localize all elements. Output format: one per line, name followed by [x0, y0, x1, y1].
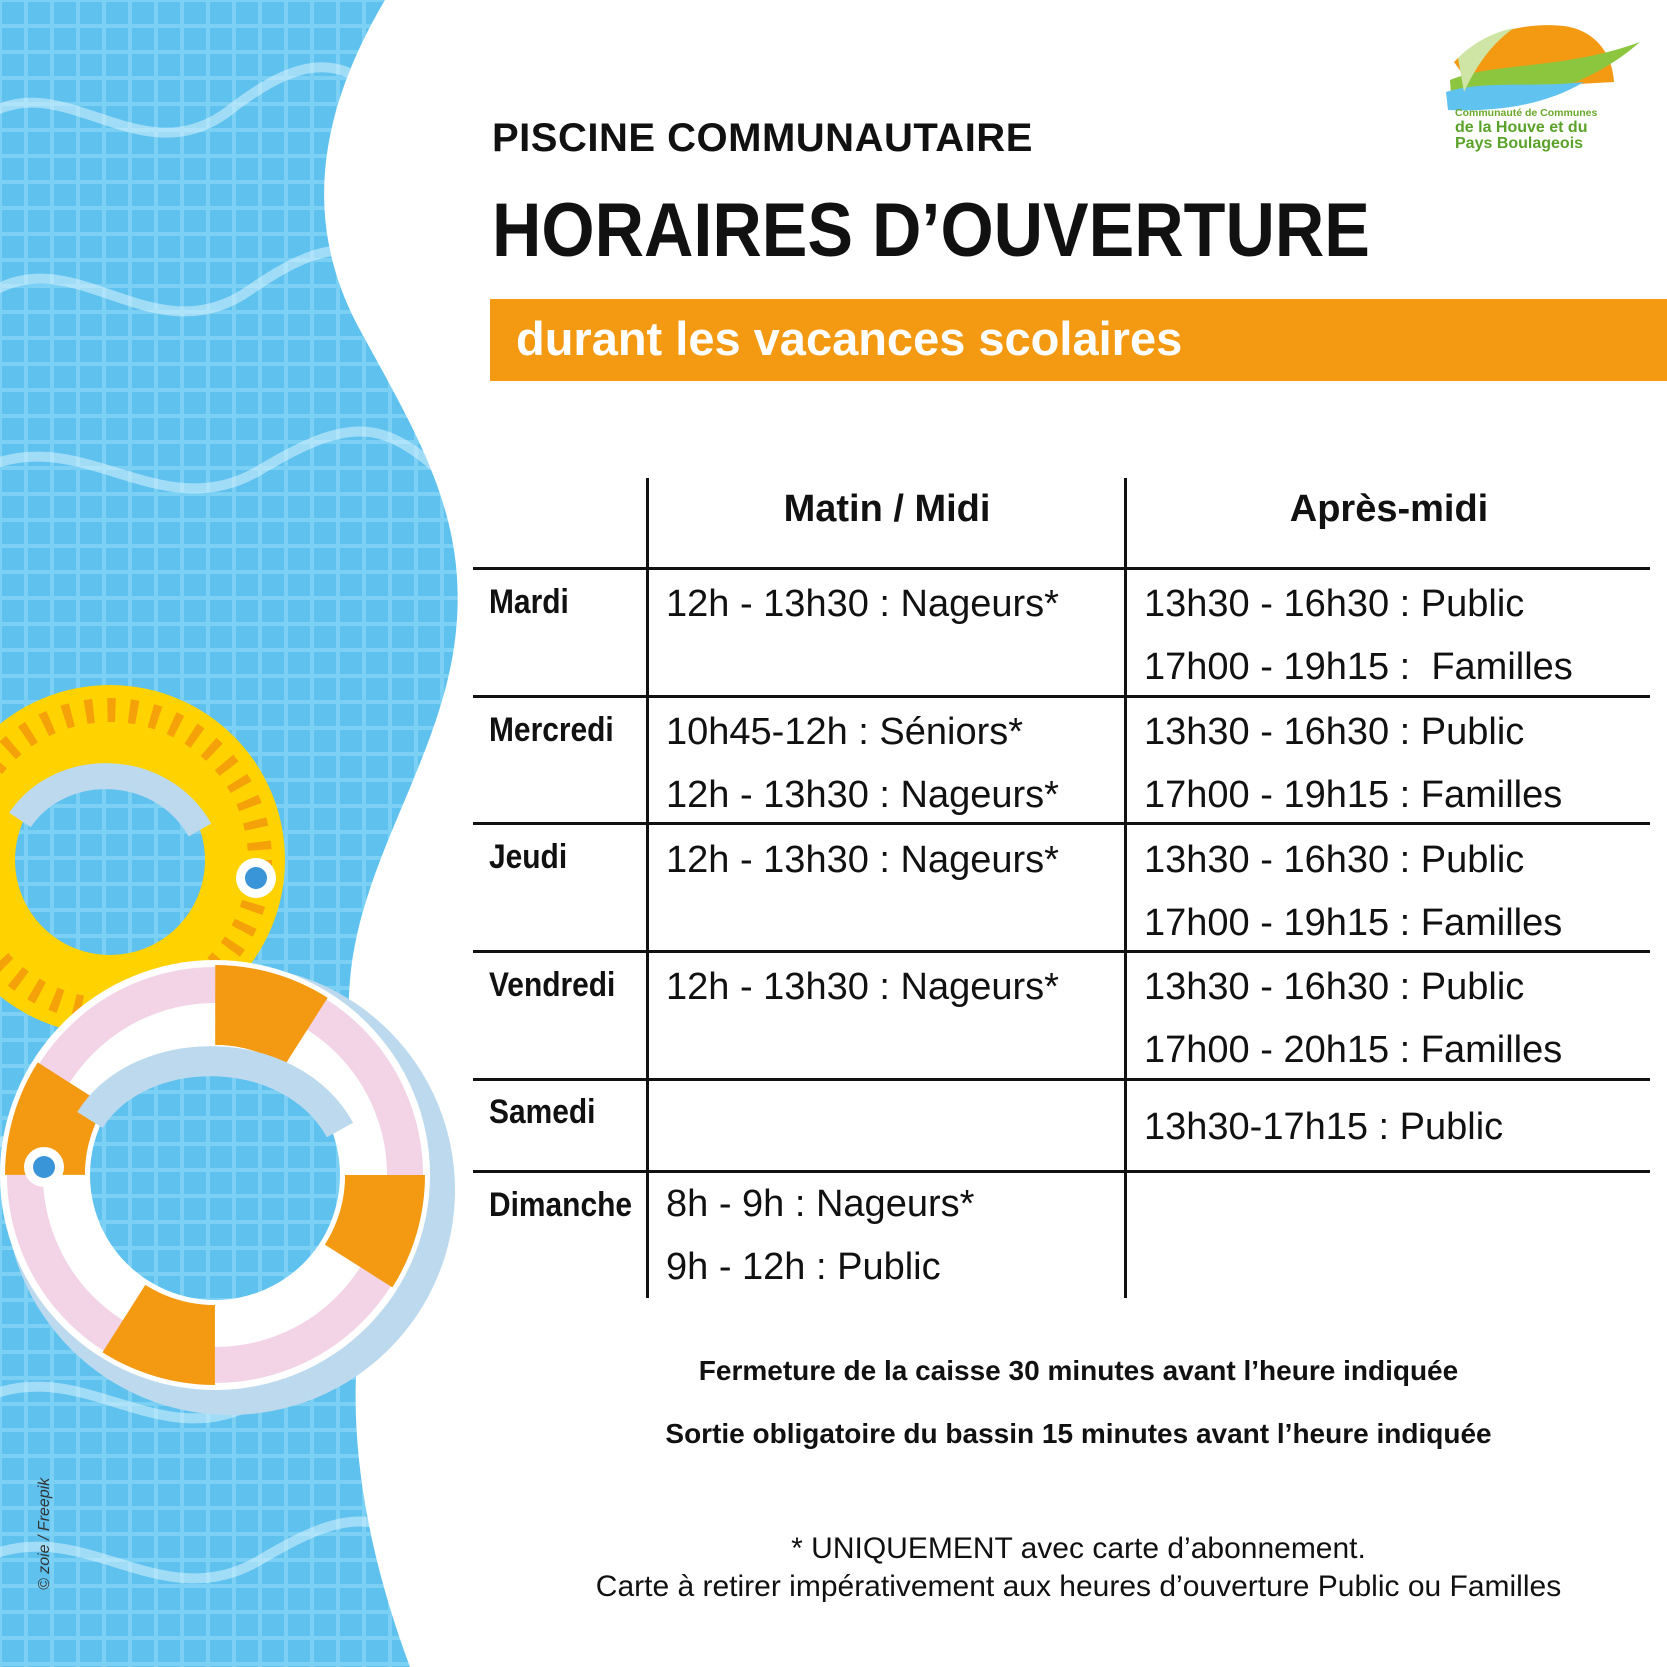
time-slot: 12h - 13h30 : Nageurs*: [666, 839, 1059, 881]
afternoon-slots: [1144, 1105, 1503, 1168]
time-slot: 13h30 - 16h30 : Public: [1144, 711, 1525, 753]
column-divider: [646, 478, 649, 1298]
day-label: Mardi: [489, 583, 569, 621]
footnote: [490, 1530, 1667, 1606]
afternoon-slots: [1144, 710, 1562, 836]
logo-line-2: de la Houve et du: [1455, 119, 1588, 136]
time-slot: 13h30 - 16h30 : Public: [1144, 583, 1525, 625]
time-slot: 13h30 - 16h30 : Public: [1144, 839, 1525, 881]
morning-slots: [666, 965, 1059, 1028]
hours-title: HORAIRES D’OUVERTURE: [492, 188, 1370, 273]
time-slot: 8h - 9h : Nageurs*: [666, 1183, 975, 1225]
row-divider: [473, 567, 1650, 570]
morning-slots: [666, 710, 1059, 836]
morning-slots: [666, 1182, 974, 1308]
time-slot: 13h30-17h15 : Public: [1144, 1106, 1504, 1148]
time-slot: 17h00 - 20h15 : Familles: [1144, 1029, 1563, 1071]
afternoon-slots: [1144, 965, 1562, 1091]
time-slot: 10h45-12h : Séniors*: [666, 711, 1024, 753]
time-slot: 17h00 - 19h15 : Familles: [1144, 646, 1573, 688]
row-divider: [473, 1170, 1650, 1173]
footnote-line-2: Carte à retirer impérativement aux heures d’ouverture Public ou Familles: [595, 1570, 1562, 1603]
logo-line-3: Pays Boulageois: [1455, 135, 1584, 152]
time-slot: 12h - 13h30 : Nageurs*: [666, 583, 1059, 625]
cashier-closing-notice: Fermeture de la caisse 30 minutes avant l’heure indiquée: [698, 1355, 1459, 1386]
day-label: Mercredi: [489, 711, 614, 749]
time-slot: 12h - 13h30 : Nageurs*: [666, 966, 1059, 1008]
time-slot: 12h - 13h30 : Nageurs*: [666, 774, 1059, 816]
morning-slots: [666, 838, 1059, 901]
day-label: Jeudi: [489, 838, 568, 876]
column-divider: [1124, 478, 1127, 1298]
period-banner-text: durant les vacances scolaires: [516, 312, 1183, 365]
image-credit: © zoie / Freepik: [36, 1477, 53, 1590]
header-afternoon: Après-midi: [1289, 488, 1489, 530]
logo-line-1: Communauté de Communes: [1455, 107, 1598, 119]
day-label: Samedi: [489, 1093, 596, 1131]
period-banner: [490, 299, 1667, 381]
afternoon-slots: [1144, 838, 1562, 964]
pool-title: PISCINE COMMUNAUTAIRE: [492, 116, 1033, 160]
pool-exit-notice: Sortie obligatoire du bassin 15 minutes avant l’heure indiquée: [665, 1418, 1492, 1449]
morning-slots: [666, 582, 1059, 645]
time-slot: 17h00 - 19h15 : Familles: [1144, 774, 1563, 816]
footnote-line-1: * UNIQUEMENT avec carte d’abonnement.: [791, 1532, 1366, 1565]
logo-text: [1455, 106, 1635, 152]
day-label: Dimanche: [489, 1186, 632, 1224]
time-slot: 9h - 12h : Public: [666, 1246, 941, 1288]
time-slot: 13h30 - 16h30 : Public: [1144, 966, 1525, 1008]
header-morning: Matin / Midi: [783, 488, 991, 530]
time-slot: 17h00 - 19h15 : Familles: [1144, 902, 1563, 944]
afternoon-slots: [1144, 582, 1573, 708]
day-label: Vendredi: [489, 966, 616, 1004]
